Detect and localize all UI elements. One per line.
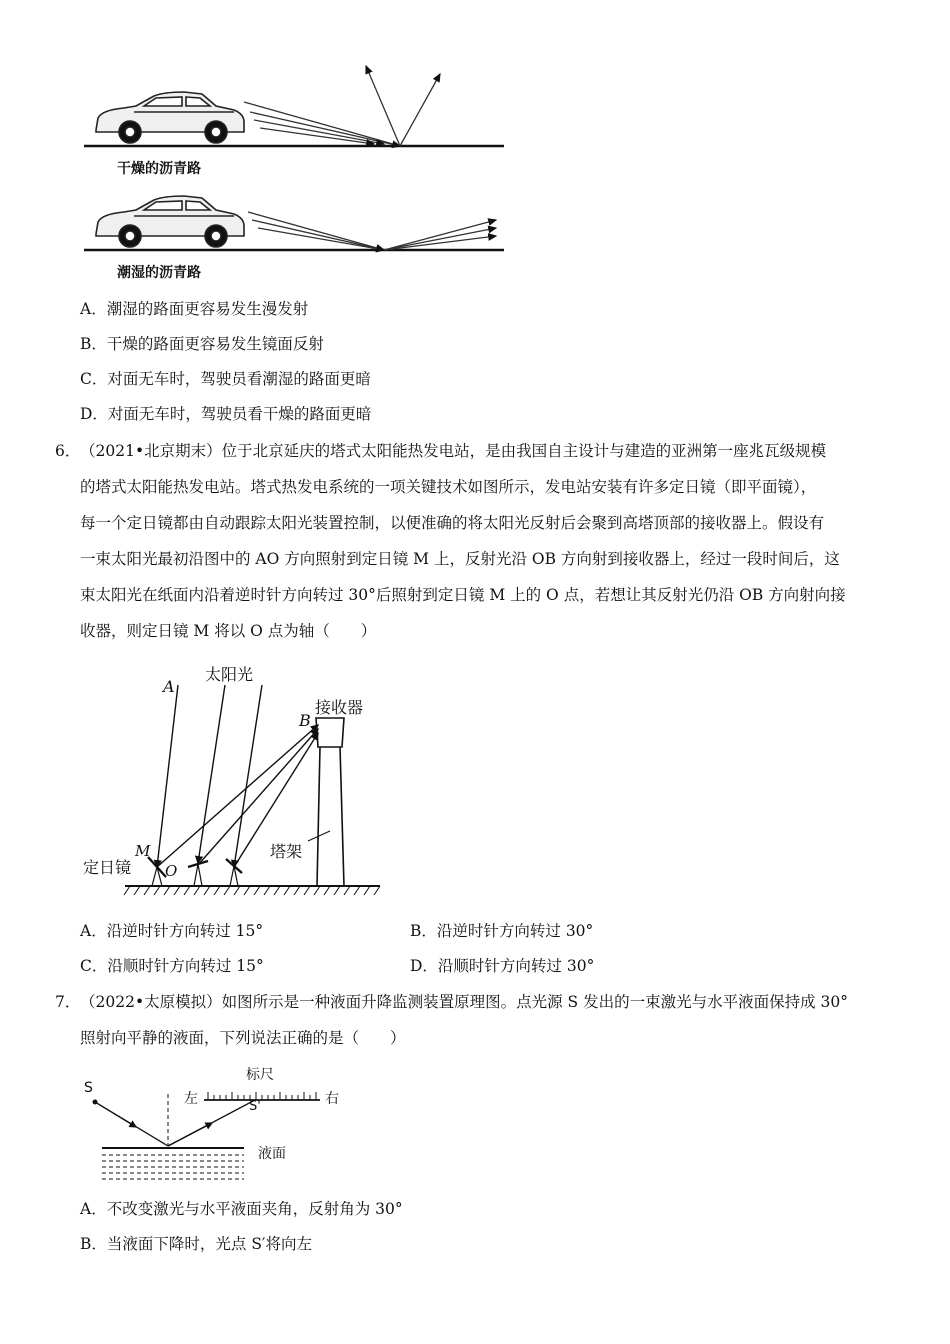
q6-number: 6． bbox=[55, 442, 81, 460]
q6-option-b[interactable]: B．沿逆时针方向转过 30° bbox=[410, 922, 594, 940]
q5-option-c[interactable]: C．对面无车时，驾驶员看潮湿的路面更暗 bbox=[80, 370, 371, 388]
label-s-prime: S' bbox=[249, 1099, 261, 1114]
sun-rays bbox=[157, 685, 262, 867]
q5-option-d[interactable]: D．对面无车时，驾驶员看干燥的路面更暗 bbox=[80, 405, 372, 423]
q7-line-2: 照射向平静的液面，下列说法正确的是（ ） bbox=[80, 1029, 406, 1047]
q6-option-d[interactable]: D．沿顺时针方向转过 30° bbox=[410, 957, 595, 975]
q7-option-b[interactable]: B．当液面下降时，光点 S′将向左 bbox=[80, 1235, 312, 1253]
liquid-level-diagram bbox=[80, 1064, 360, 1190]
q7-line-1: （2022•太原模拟）如图所示是一种液面升降监测装置原理图。点光源 S 发出的一束激光与水平液面保持成 30° bbox=[80, 993, 848, 1011]
q6-option-c[interactable]: C．沿顺时针方向转过 15° bbox=[80, 957, 264, 975]
q7-option-a[interactable]: A．不改变激光与水平液面夹角，反射角为 30° bbox=[80, 1200, 403, 1218]
dry-road-caption: 干燥的沥青路 bbox=[117, 161, 201, 177]
car-dry bbox=[96, 92, 244, 143]
q6-option-a[interactable]: A．沿逆时针方向转过 15° bbox=[80, 922, 264, 940]
wet-rays bbox=[248, 212, 496, 250]
q6-line-6: 收器，则定日镜 M 将以 O 点为轴（ ） bbox=[80, 622, 377, 640]
label-m: M bbox=[135, 842, 151, 860]
label-sunlight: 太阳光 bbox=[205, 665, 254, 684]
heliostats bbox=[148, 857, 242, 877]
label-a: A bbox=[163, 677, 175, 696]
q6-line-3: 每一个定日镜都由自动跟踪太阳光装置控制，以便准确的将太阳光反射后会聚到高塔顶部的接收器上。假设有 bbox=[80, 514, 825, 532]
label-receiver: 接收器 bbox=[315, 698, 364, 717]
liquid-level-figure bbox=[80, 1064, 360, 1190]
wet-road-caption: 潮湿的沥青路 bbox=[117, 265, 201, 281]
label-o: O bbox=[165, 862, 178, 880]
q6-line-1: （2021•北京期末）位于北京延庆的塔式太阳能热发电站，是由我国自主设计与建造的亚洲第一座兆瓦级规模 bbox=[80, 442, 827, 460]
q7-question bbox=[55, 984, 895, 1056]
tower bbox=[308, 718, 344, 886]
label-s: S bbox=[84, 1080, 93, 1096]
q5-option-b[interactable]: B．干燥的路面更容易发生镜面反射 bbox=[80, 335, 324, 353]
q6-line-5: 束太阳光在纸面内沿着逆时针方向转过 30°后照射到定日镜 M 上的 O 点，若想让其反射光仍沿 OB 方向射向接 bbox=[80, 586, 846, 604]
q6-line-2: 的塔式太阳能热发电站。塔式热发电系统的一项关键技术如图所示，发电站安装有许多定日镜（即平面镜）， bbox=[80, 478, 817, 496]
dry-rays bbox=[244, 66, 440, 146]
label-tower: 塔架 bbox=[270, 842, 303, 861]
q6-question bbox=[55, 433, 895, 649]
label-b: B bbox=[299, 711, 311, 730]
label-right: 右 bbox=[325, 1091, 339, 1107]
label-left: 左 bbox=[184, 1091, 198, 1107]
car-wet bbox=[96, 196, 244, 247]
label-ruler: 标尺 bbox=[246, 1067, 274, 1083]
q6-line-4: 一束太阳光最初沿图中的 AO 方向照射到定日镜 M 上，反射光沿 OB 方向射到接收器上，经过一段时间后，这 bbox=[80, 550, 840, 568]
q7-number: 7． bbox=[55, 993, 81, 1011]
label-liquid-surface: 液面 bbox=[258, 1146, 286, 1162]
label-heliostat: 定日镜 bbox=[83, 858, 132, 877]
q5-option-a[interactable]: A．潮湿的路面更容易发生漫发射 bbox=[80, 300, 309, 318]
